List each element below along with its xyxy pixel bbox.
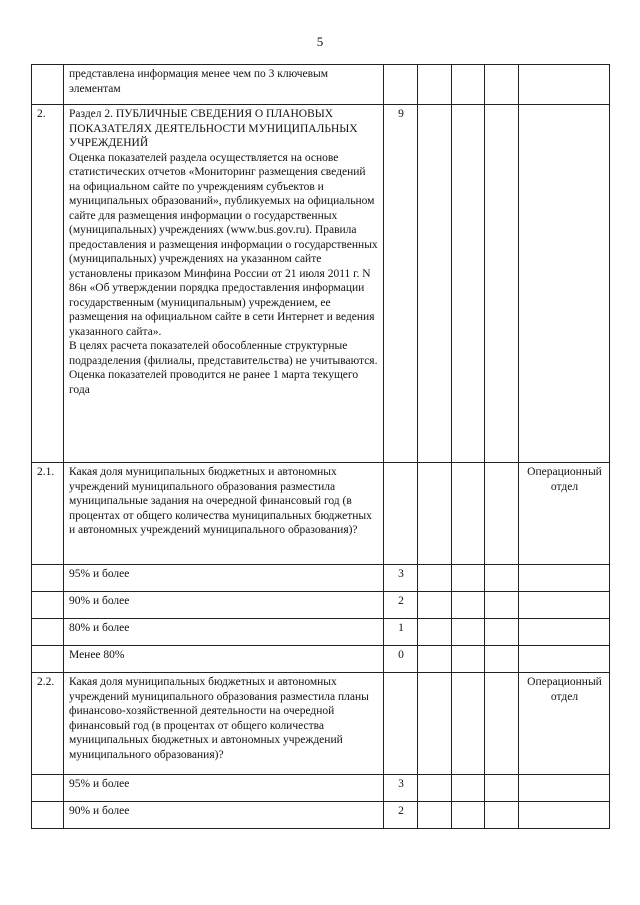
row-number (32, 775, 64, 802)
row-points (384, 65, 418, 105)
row-number: 2.1. (32, 463, 64, 565)
empty-cell (452, 565, 485, 592)
empty-cell (418, 592, 452, 619)
empty-cell (485, 802, 519, 829)
empty-cell (452, 592, 485, 619)
row-responsible (519, 65, 610, 105)
row-number: 2.2. (32, 673, 64, 775)
row-text: 90% и более (64, 592, 384, 619)
empty-cell (485, 105, 519, 463)
row-points: 1 (384, 619, 418, 646)
row-responsible: Операционный отдел (519, 673, 610, 775)
row-responsible (519, 619, 610, 646)
empty-cell (418, 565, 452, 592)
row-text: Какая доля муниципальных бюджетных и автономных учреждений муниципального образования разместила планы финансово-хозяйственной деятельности на очередной финансовый год (в процентах от общего количества муниципальных бюджетных и автономных учреждений муниципального образования)? (64, 673, 384, 775)
row-responsible (519, 775, 610, 802)
table-row (32, 619, 610, 646)
row-text: Какая доля муниципальных бюджетных и автономных учреждений муниципального образования разместила муниципальные задания на очередной финансовый год (в процентах от общего количества муниципальных бюджетных и автономных учреждений муниципального образования)? (64, 463, 384, 565)
row-points: 9 (384, 105, 418, 463)
row-text: Менее 80% (64, 646, 384, 673)
page-number: 5 (316, 34, 324, 49)
row-number: 2. (32, 105, 64, 463)
row-responsible (519, 646, 610, 673)
empty-cell (418, 463, 452, 565)
row-points: 3 (384, 565, 418, 592)
row-points (384, 463, 418, 565)
empty-cell (452, 775, 485, 802)
row-points: 2 (384, 592, 418, 619)
row-points: 2 (384, 802, 418, 829)
empty-cell (485, 646, 519, 673)
row-responsible: Операционный отдел (519, 463, 610, 565)
empty-cell (418, 65, 452, 105)
row-number (32, 565, 64, 592)
row-number (32, 802, 64, 829)
empty-cell (485, 592, 519, 619)
empty-cell (485, 65, 519, 105)
row-points (384, 673, 418, 775)
empty-cell (418, 775, 452, 802)
row-text: Раздел 2. ПУБЛИЧНЫЕ СВЕДЕНИЯ О ПЛАНОВЫХ ПОКАЗАТЕЛЯХ ДЕЯТЕЛЬНОСТИ МУНИЦИПАЛЬНЫХ УЧРЕЖДЕНИЙ Оценка показателей раздела осуществляется на основе статистических отчетов «Мониторинг размещения сведений на официальном сайте по учреждениям субъектов и муниципальных образований», публикуемых на официальном сайте для размещения информации о государственных (муниципальных) учреждениях (www.bus.gov.ru). Правила предоставления и размещения информации о государственных (муниципальных) учреждениях на указанном сайте установлены приказом Минфина России от 21 июля 2011 г. N 86н «Об утверждении порядка предоставления информации государственным (муниципальным) учреждением, ее размещения на официальном сайте в сети Интернет и ведения указанного сайта». В целях расчета показателей обособленные структурные подразделения (филиалы, представительства) не учитываются. Оценка показателей проводится не ранее 1 марта текущего года (64, 105, 384, 463)
empty-cell (485, 619, 519, 646)
empty-cell (452, 802, 485, 829)
table-row (32, 646, 610, 673)
empty-cell (418, 619, 452, 646)
row-points: 3 (384, 775, 418, 802)
table-row (32, 592, 610, 619)
row-number (32, 592, 64, 619)
row-responsible (519, 592, 610, 619)
empty-cell (485, 673, 519, 775)
row-responsible (519, 105, 610, 463)
row-responsible (519, 565, 610, 592)
empty-cell (452, 673, 485, 775)
row-points: 0 (384, 646, 418, 673)
table-row (32, 673, 610, 775)
row-text: 95% и более (64, 775, 384, 802)
table-row (32, 775, 610, 802)
row-text: 90% и более (64, 802, 384, 829)
empty-cell (452, 105, 485, 463)
empty-cell (485, 775, 519, 802)
row-number (32, 646, 64, 673)
empty-cell (418, 673, 452, 775)
table-row (32, 65, 610, 105)
row-text: 95% и более (64, 565, 384, 592)
table-row (32, 105, 610, 463)
table-row (32, 565, 610, 592)
empty-cell (418, 105, 452, 463)
empty-cell (452, 65, 485, 105)
empty-cell (485, 463, 519, 565)
row-number (32, 619, 64, 646)
table-row (32, 802, 610, 829)
row-text: представлена информация менее чем по 3 ключевым элементам (64, 65, 384, 105)
row-responsible (519, 802, 610, 829)
empty-cell (485, 565, 519, 592)
empty-cell (418, 646, 452, 673)
row-number (32, 65, 64, 105)
table-row (32, 463, 610, 565)
empty-cell (452, 619, 485, 646)
empty-cell (418, 802, 452, 829)
empty-cell (452, 463, 485, 565)
row-text: 80% и более (64, 619, 384, 646)
empty-cell (452, 646, 485, 673)
criteria-table (31, 64, 610, 829)
